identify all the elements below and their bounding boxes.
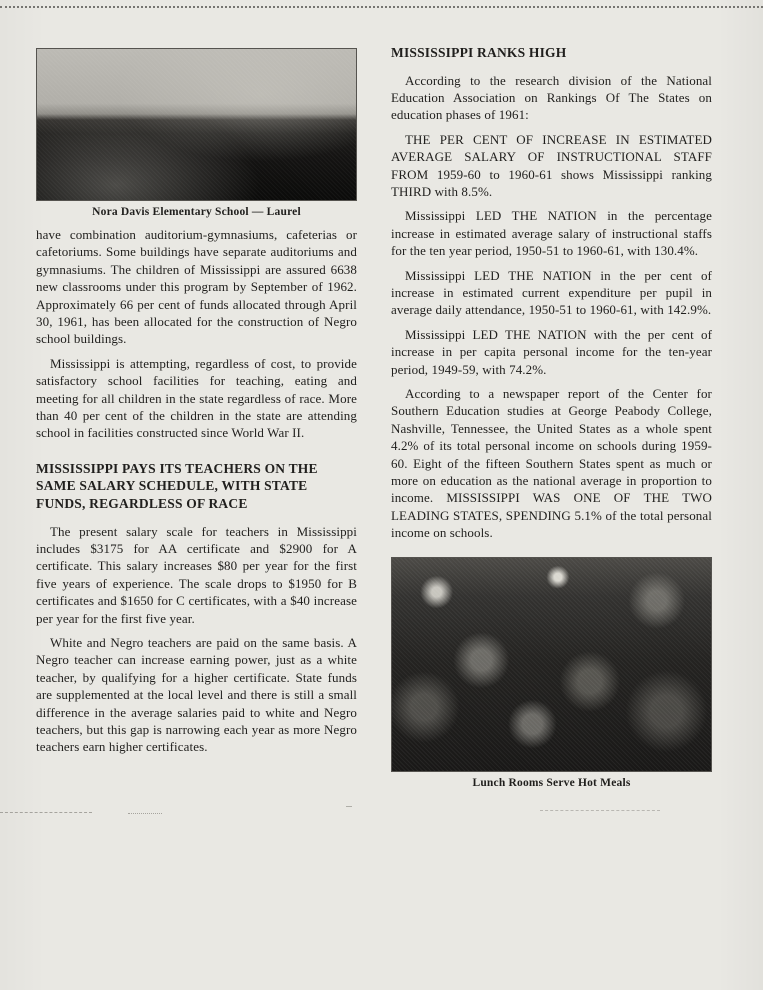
school-photo-figure xyxy=(36,48,357,218)
paragraph-facilities-continued: have combination auditorium-gymnasiums, cafeterias or cafetoriums. Some buildings have separate auditoriums and gymnasiums. The children of Mississippi are assured 6638 new classrooms under this program by September of 1962. Approximately 66 per cent of funds allocated through April 30, 1961, has been allocated for the construction of Negro school buildings. xyxy=(36,227,357,347)
scan-artifact-dash-right xyxy=(540,810,660,811)
scan-artifact-dash-left xyxy=(0,812,92,813)
school-photo-caption: Nora Davis Elementary School — Laurel xyxy=(92,206,301,218)
lunch-room-photo-image xyxy=(391,557,712,772)
paragraph-led-nation-salary: Mississippi LED THE NATION in the percentage increase in estimated average salary of instructional staffs for the ten year period, 1950-51 to 1960-61, with 130.4%. xyxy=(391,208,712,259)
scan-artifact-dots xyxy=(128,813,162,814)
section-heading-teacher-salary: MISSISSIPPI PAYS ITS TEACHERS ON THE SAME SALARY SCHEDULE, WITH STATE FUNDS, REGARDLESS OF RACE xyxy=(36,460,318,511)
paragraph-nea-rankings: According to the research division of the National Education Association on Rankings Of The States on education phases of 1961: xyxy=(391,72,712,123)
section-heading-ranks-high: MISSISSIPPI RANKS HIGH xyxy=(391,45,567,60)
right-column xyxy=(391,40,712,789)
paragraph-peabody-report: According to a newspaper report of the Center for Southern Education studies at George Peabody College, Nashville, Tennessee, the United States as a whole spent 4.2% of its total personal income on schools during 1959-60. Eight of the fifteen Southern States spent as much or more on education as the national average in proportion to income. MISSISSIPPI WAS ONE OF THE TWO LEADING STATES, SPENDING 5.1% of the total personal income on schools. xyxy=(391,386,712,541)
paragraph-facilities-race: Mississippi is attempting, regardless of cost, to provide satisfactory school facilities for teaching, eating and meeting for all children in the state regardless of race. More than 40 per cent of the children in the state are attending school in facilities constructed since World War II. xyxy=(36,355,357,441)
paragraph-led-nation-income: Mississippi LED THE NATION with the per cent of increase in per capita personal income for the ten-year period, 1949-59, with 74.2%. xyxy=(391,326,712,377)
paragraph-led-nation-expenditure: Mississippi LED THE NATION in the per cent of increase in estimated current expenditure per pupil in average daily attendance, 1950-51 to 1960-61, with 142.9%. xyxy=(391,267,712,318)
left-column xyxy=(36,40,357,789)
scan-artifact-speck xyxy=(346,806,352,807)
paragraph-salary-parity: White and Negro teachers are paid on the same basis. A Negro teacher can increase earning power, just as a white teacher, by qualifying for a higher certificate. State funds are supplemented at the local level and there is still a small difference in the average salaries paid to white and Negro teachers, but this gap is narrowing each year as more Negro teachers earn higher certificates. xyxy=(36,634,357,755)
lunch-room-photo-caption: Lunch Rooms Serve Hot Meals xyxy=(472,776,631,789)
paragraph-salary-increase-third: THE PER CENT OF INCREASE IN ESTIMATED AVERAGE SALARY OF INSTRUCTIONAL STAFF FROM 1959-60 to 1960-61 shows Mississippi ranking THIRD with 8.5%. xyxy=(391,131,712,199)
school-photo-image xyxy=(36,48,357,201)
paragraph-salary-scale: The present salary scale for teachers in Mississippi includes $3175 for AA certificate and $2900 for A certificate. This salary increases $80 per year for the first five years of experience. The scale drops to $1950 for B certificates and $1650 for C certificates, with a $40 increase per year for the first five year. xyxy=(36,523,357,626)
lunch-room-photo-figure xyxy=(391,557,712,789)
page-top-dotted-edge xyxy=(0,6,763,8)
two-column-layout xyxy=(36,40,712,789)
